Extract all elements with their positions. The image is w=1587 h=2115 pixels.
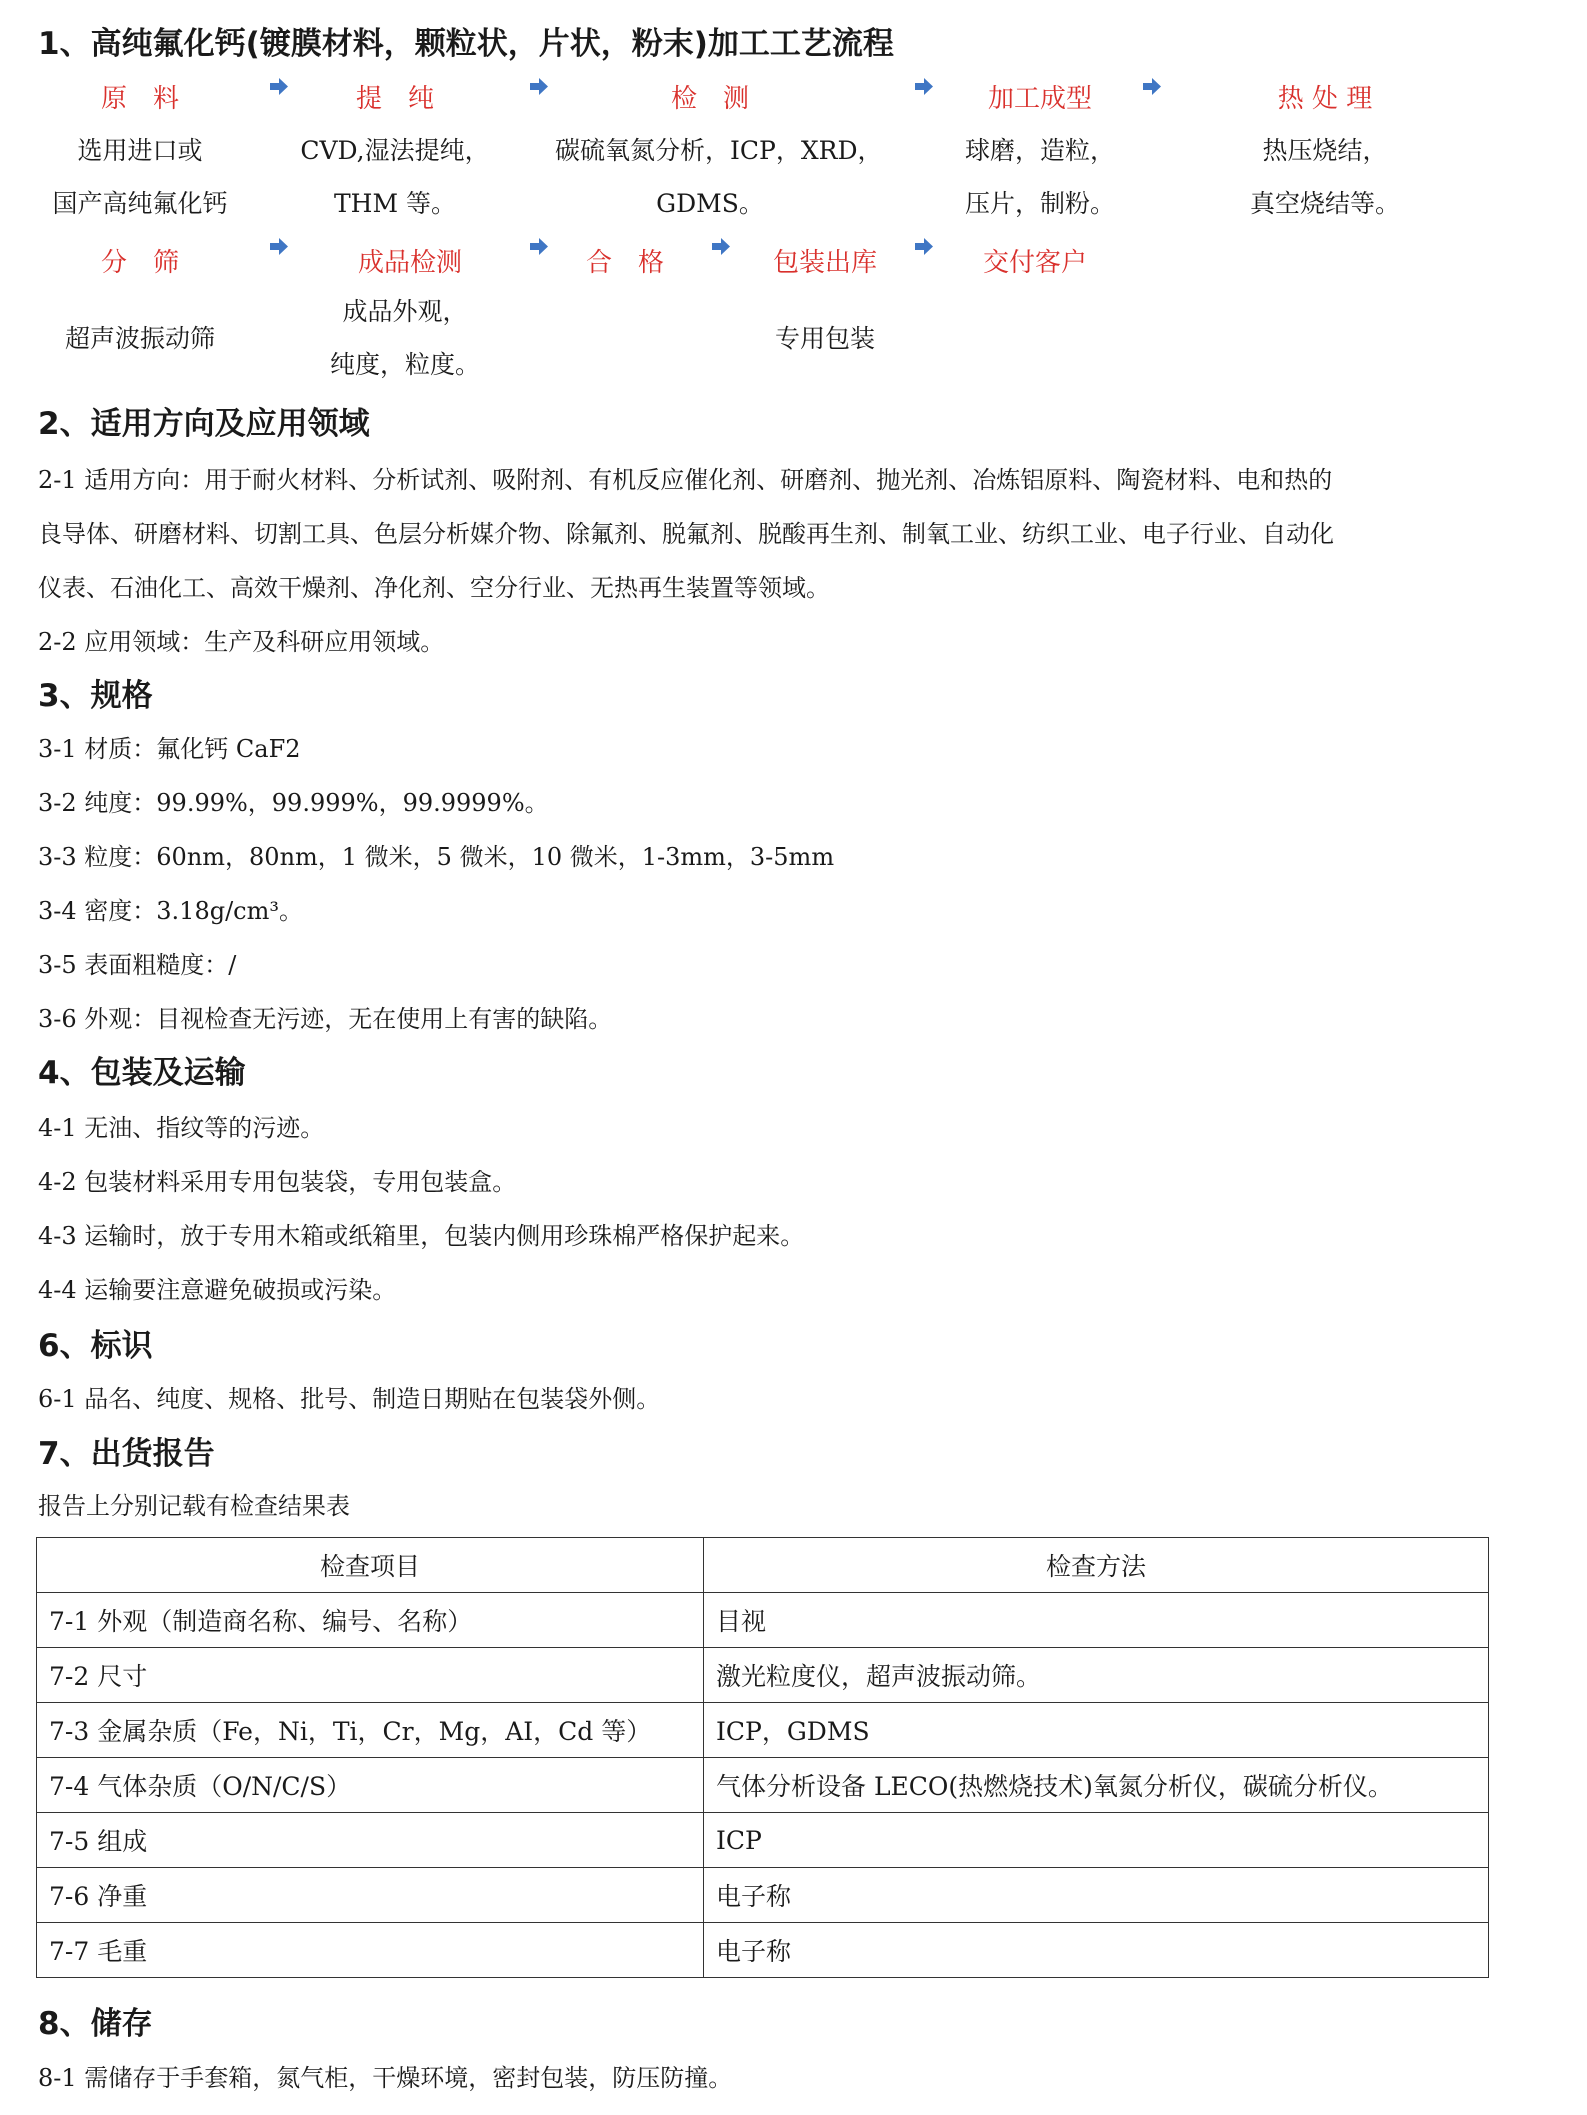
desc-purify: CVD,湿法提纯， THM 等。 — [300, 136, 490, 218]
arrow-right-icon — [712, 238, 730, 255]
inspection-table — [36, 1537, 1489, 1978]
arrow-right-icon — [1143, 78, 1161, 95]
arrow-right-icon — [915, 238, 933, 255]
desc-forming: 球磨，造粒， 压片，制粉。 — [964, 136, 1115, 218]
table-row — [37, 1813, 1489, 1868]
inspection-item: 7-4 气体杂质（O/N/C/S） — [37, 1758, 704, 1813]
step-heat-treatment: 热 处 理 — [1277, 84, 1373, 114]
step-sieve: 分 筛 — [100, 248, 179, 278]
label-line: 6-1 品名、纯度、规格、批号、制造日期贴在包装袋外侧。 — [38, 1385, 661, 1413]
desc-test: 碳硫氧氮分析，ICP，XRD， GDMS。 — [555, 136, 883, 218]
inspection-method: 电子称 — [704, 1868, 1489, 1923]
spec-line: 3-2 纯度：99.99%，99.999%，99.9999%。 — [38, 789, 549, 817]
step-deliver: 交付客户 — [982, 248, 1087, 278]
section7-title: 7、出货报告 — [38, 1436, 215, 1472]
spec-line: 3-5 表面粗糙度：/ — [38, 951, 237, 979]
table-row — [37, 1923, 1489, 1978]
step-raw-material: 原 料 — [100, 84, 179, 114]
packaging-line: 4-1 无油、指纹等的污迹。 — [38, 1114, 325, 1142]
step-final-inspection: 成品检测 — [357, 248, 462, 278]
packaging-line: 4-4 运输要注意避免破损或污染。 — [38, 1276, 397, 1304]
step-forming: 加工成型 — [987, 84, 1092, 114]
packaging-line: 4-3 运输时，放于专用木箱或纸箱里，包装内侧用珍珠棉严格保护起来。 — [38, 1222, 805, 1250]
column-header: 检查方法 — [704, 1538, 1489, 1593]
inspection-item: 7-5 组成 — [37, 1813, 704, 1868]
step-pack-ship: 包装出库 — [772, 248, 877, 278]
arrow-right-icon — [270, 78, 288, 95]
table-row — [37, 1648, 1489, 1703]
inspection-method: 气体分析设备 LECO(热燃烧技术)氧氮分析仪，碳硫分析仪。 — [704, 1758, 1489, 1813]
desc-pack-ship: 专用包装 — [774, 324, 875, 353]
report-intro: 报告上分别记载有检查结果表 — [38, 1492, 350, 1520]
table-row — [37, 1758, 1489, 1813]
inspection-item: 7-2 尺寸 — [37, 1648, 704, 1703]
step-qualified: 合 格 — [585, 248, 664, 278]
arrow-right-icon — [915, 78, 933, 95]
section8-title: 8、储存 — [38, 2006, 153, 2042]
inspection-item: 7-7 毛重 — [37, 1923, 704, 1978]
table-row — [37, 1593, 1489, 1648]
section4-title: 4、包装及运输 — [38, 1055, 246, 1091]
inspection-item: 7-6 净重 — [37, 1868, 704, 1923]
spec-line: 3-6 外观：目视检查无污迹，无在使用上有害的缺陷。 — [38, 1005, 613, 1033]
inspection-method: ICP，GDMS — [704, 1703, 1489, 1758]
table-row — [37, 1868, 1489, 1923]
section2-line: 良导体、研磨材料、切割工具、色层分析媒介物、除氟剂、脱氟剂、脱酸再生剂、制氧工业、纺织工业、电子行业、自动化 — [38, 520, 1334, 548]
section2-line: 2-1 适用方向：用于耐火材料、分析试剂、吸附剂、有机反应催化剂、研磨剂、抛光剂、冶炼铝原料、陶瓷材料、电和热的 — [38, 466, 1333, 494]
section2-title: 2、适用方向及应用领域 — [38, 406, 370, 442]
inspection-method: ICP — [704, 1813, 1489, 1868]
section2-line: 仪表、石油化工、高效干燥剂、净化剂、空分行业、无热再生装置等领域。 — [38, 574, 830, 602]
spec-line: 3-3 粒度：60nm，80nm，1 微米，5 微米，10 微米，1-3mm，3-5mm — [38, 843, 835, 871]
section1-title: 1、高纯氟化钙(镀膜材料，颗粒状，片状，粉末)加工工艺流程 — [38, 26, 894, 62]
spec-line: 3-4 密度：3.18g/cm³。 — [38, 897, 303, 925]
inspection-method: 激光粒度仪，超声波振动筛。 — [704, 1648, 1489, 1703]
inspection-item: 7-1 外观（制造商名称、编号、名称） — [37, 1593, 704, 1648]
desc-sieve: 超声波振动筛 — [64, 324, 215, 353]
arrow-right-icon — [270, 238, 288, 255]
section3-title: 3、规格 — [38, 678, 153, 714]
table-header-row — [37, 1538, 1489, 1593]
arrow-right-icon — [530, 78, 548, 95]
inspection-item: 7-3 金属杂质（Fe，Ni，Ti，Cr，Mg，AI，Cd 等） — [37, 1703, 704, 1758]
desc-final-inspection: 成品外观， 纯度，粒度。 — [329, 297, 480, 379]
step-test: 检 测 — [670, 84, 749, 114]
column-header: 检查项目 — [37, 1538, 704, 1593]
inspection-method: 目视 — [704, 1593, 1489, 1648]
section6-title: 6、标识 — [38, 1328, 153, 1364]
spec-line: 3-1 材质：氟化钙 CaF2 — [38, 735, 301, 763]
storage-line: 8-1 需储存于手套箱，氮气柜，干燥环境，密封包装，防压防撞。 — [38, 2064, 733, 2092]
inspection-method: 电子称 — [704, 1923, 1489, 1978]
step-purify: 提 纯 — [355, 84, 434, 114]
section2-line: 2-2 应用领域：生产及科研应用领域。 — [38, 628, 445, 656]
desc-heat-treatment: 热压烧结， 真空烧结等。 — [1249, 136, 1400, 218]
arrow-right-icon — [530, 238, 548, 255]
table-row — [37, 1703, 1489, 1758]
desc-raw-material: 选用进口或 国产高纯氟化钙 — [52, 136, 228, 218]
packaging-line: 4-2 包装材料采用专用包装袋，专用包装盒。 — [38, 1168, 517, 1196]
